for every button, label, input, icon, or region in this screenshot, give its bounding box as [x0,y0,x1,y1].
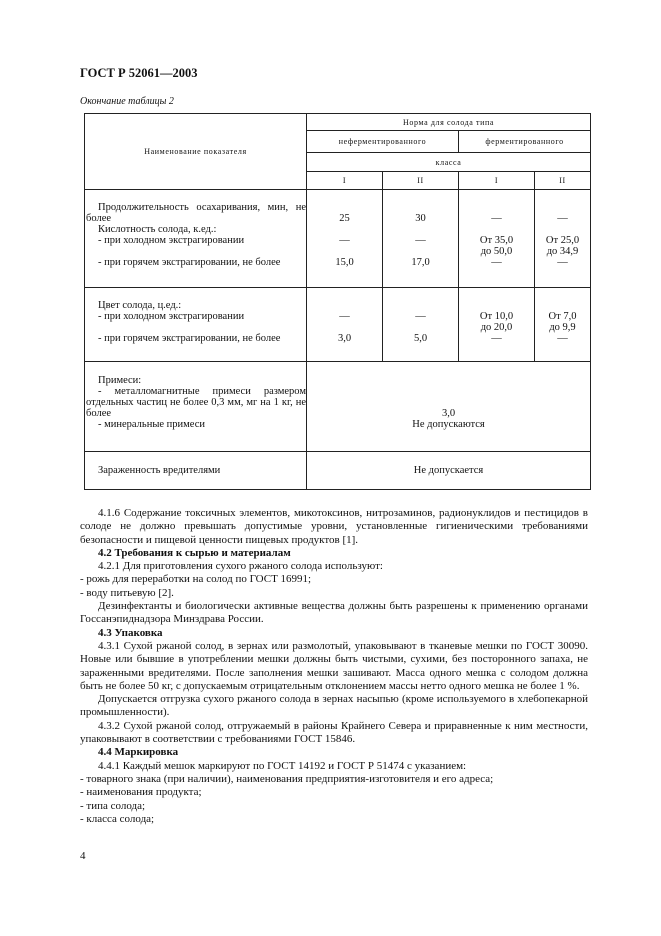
cell-acid-cold: От 25,0 до 34,9 [545,235,580,257]
paragraph-4-3-1: 4.3.1 Сухой ржаной солод, в зернах или размолотый, упаковывают в тканевые мешки по ГОСТ 30090. Новые или бывшие в употреблении мешки должны быть чистыми, сухими, без посторонного запаха, не зараженными вредителями. После заполнения мешки зашивают. Масса одного мешка с солодом должна быть не более 50 кг, с допускаемым отрицательным отклонением массы нетто одного мешка не более 1 %. [80,639,588,692]
cell-acid-cold: — [415,235,426,246]
cell-acid-hot: — [491,257,502,268]
cell-metal-impurities: 3,0 [441,408,456,419]
table-row [85,190,591,288]
cell-color-hot: 3,0 [337,333,352,344]
paragraph-4-1-6: 4.1.6 Содержание токсичных элементов, микотоксинов, нитрозаминов, радионуклидов и пестицидов в солоде не должно превышать допустимые уровни, установленные гигиеническими требованиями безопасности и пищевой ценности пищевых продуктов [1]. [80,507,588,546]
list-item: - наименования продукта; [80,786,202,799]
header-indicator: Наименование показателя [85,114,307,190]
list-item: - рожь для переработки на солод по ГОСТ 16991; [80,573,312,586]
section-heading-4-3: 4.3 Упаковка [98,626,163,639]
label-acidity-hot: - при горячем экстрагировании, не более [98,257,281,268]
header-class: класса [307,153,591,172]
table-row [85,452,591,490]
list-item: - товарного знака (при наличии), наименования предприятия-изготовителя и его адреса; [80,772,494,785]
paragraph-4-4-1: 4.4.1 Каждый мешок маркируют по ГОСТ 14192 и ГОСТ Р 51474 с указанием: [98,759,467,772]
label-acidity-cold: - при холодном экстрагировании [98,235,245,246]
table-caption: Окончание таблицы 2 [80,96,174,107]
cell-color-cold: От 10,0 до 20,0 [479,311,514,333]
cell-color-hot: — [557,333,568,344]
body-text [80,507,588,826]
page-number: 4 [80,850,86,862]
section-heading-4-2: 4.2 Требования к сырью и материалам [98,546,291,559]
document-header: ГОСТ Р 52061—2003 [80,66,198,80]
header-nonfermented: неферментированного [307,131,459,153]
cell-sugar: — [491,213,502,224]
header-col-2: II [383,172,459,190]
cell-color-hot: — [491,333,502,344]
table-row [85,362,591,452]
label-impurities: Примеси: [98,375,142,386]
cell-color-cold: От 7,0 до 9,9 [548,311,577,333]
table-2 [84,113,591,490]
cell-mineral-impurities: Не допускаются [412,419,485,430]
cell-sugar: 25 [339,213,350,224]
header-col-1: I [307,172,383,190]
header-fermented: ферментированного [459,131,591,153]
label-saccharification: Продолжительность осахаривания, мин, не более [86,202,306,224]
label-acidity: Кислотность солода, к.ед.: [98,224,217,235]
list-item: - типа солода; [80,799,146,812]
list-item: - воду питьевую [2]. [80,586,174,599]
cell-color-cold: — [415,311,426,322]
cell-acid-cold: От 35,0 до 50,0 [479,235,514,257]
section-heading-4-4: 4.4 Маркировка [98,746,179,759]
label-mineral-impurities: - минеральные примеси [98,419,205,430]
label-metal-impurities: - металломагнитные примеси размером отдельных частиц не более 0,3 мм, мг на 1 кг, не более [86,386,306,419]
cell-acid-hot: 17,0 [411,257,430,268]
label-color-cold: - при холодном экстрагировании [98,311,245,322]
cell-acid-hot: 15,0 [335,257,354,268]
label-color-hot: - при горячем экстрагировании, не более [98,333,281,344]
paragraph-disinfectants: Дезинфектанты и биологически активные вещества должны быть разрешены к применению органами Госсанэпиднадзора Минздрава России. [80,600,588,626]
label-color: Цвет солода, ц.ед.: [98,300,182,311]
cell-pest-infestation: Не допускается [413,465,484,476]
paragraph-4-3-2: 4.3.2 Сухой ржаной солод, отгружаемый в районы Крайнего Севера и приравненные к ним местности, упаковывают в соответствии с требованиями ГОСТ 15846. [80,719,588,746]
paragraph-bulk-shipping: Допускается отгрузка сухого ржаного солода в зернах насыпью (кроме используемого в хлебопекарной промышленности). [80,693,588,719]
label-pest-infestation: Зараженность вредителями [98,465,221,476]
cell-color-cold: — [339,311,350,322]
list-item: - класса солода; [80,812,155,825]
header-col-3: I [459,172,535,190]
cell-acid-hot: — [557,257,568,268]
cell-acid-cold: — [339,235,350,246]
header-norm: Норма для солода типа [307,114,591,131]
cell-sugar: — [557,213,568,224]
paragraph-4-2-1: 4.2.1 Для приготовления сухого ржаного солода используют: [98,560,383,573]
cell-color-hot: 5,0 [413,333,428,344]
table-row [85,288,591,362]
cell-sugar: 30 [415,213,426,224]
header-col-4: II [535,172,591,190]
